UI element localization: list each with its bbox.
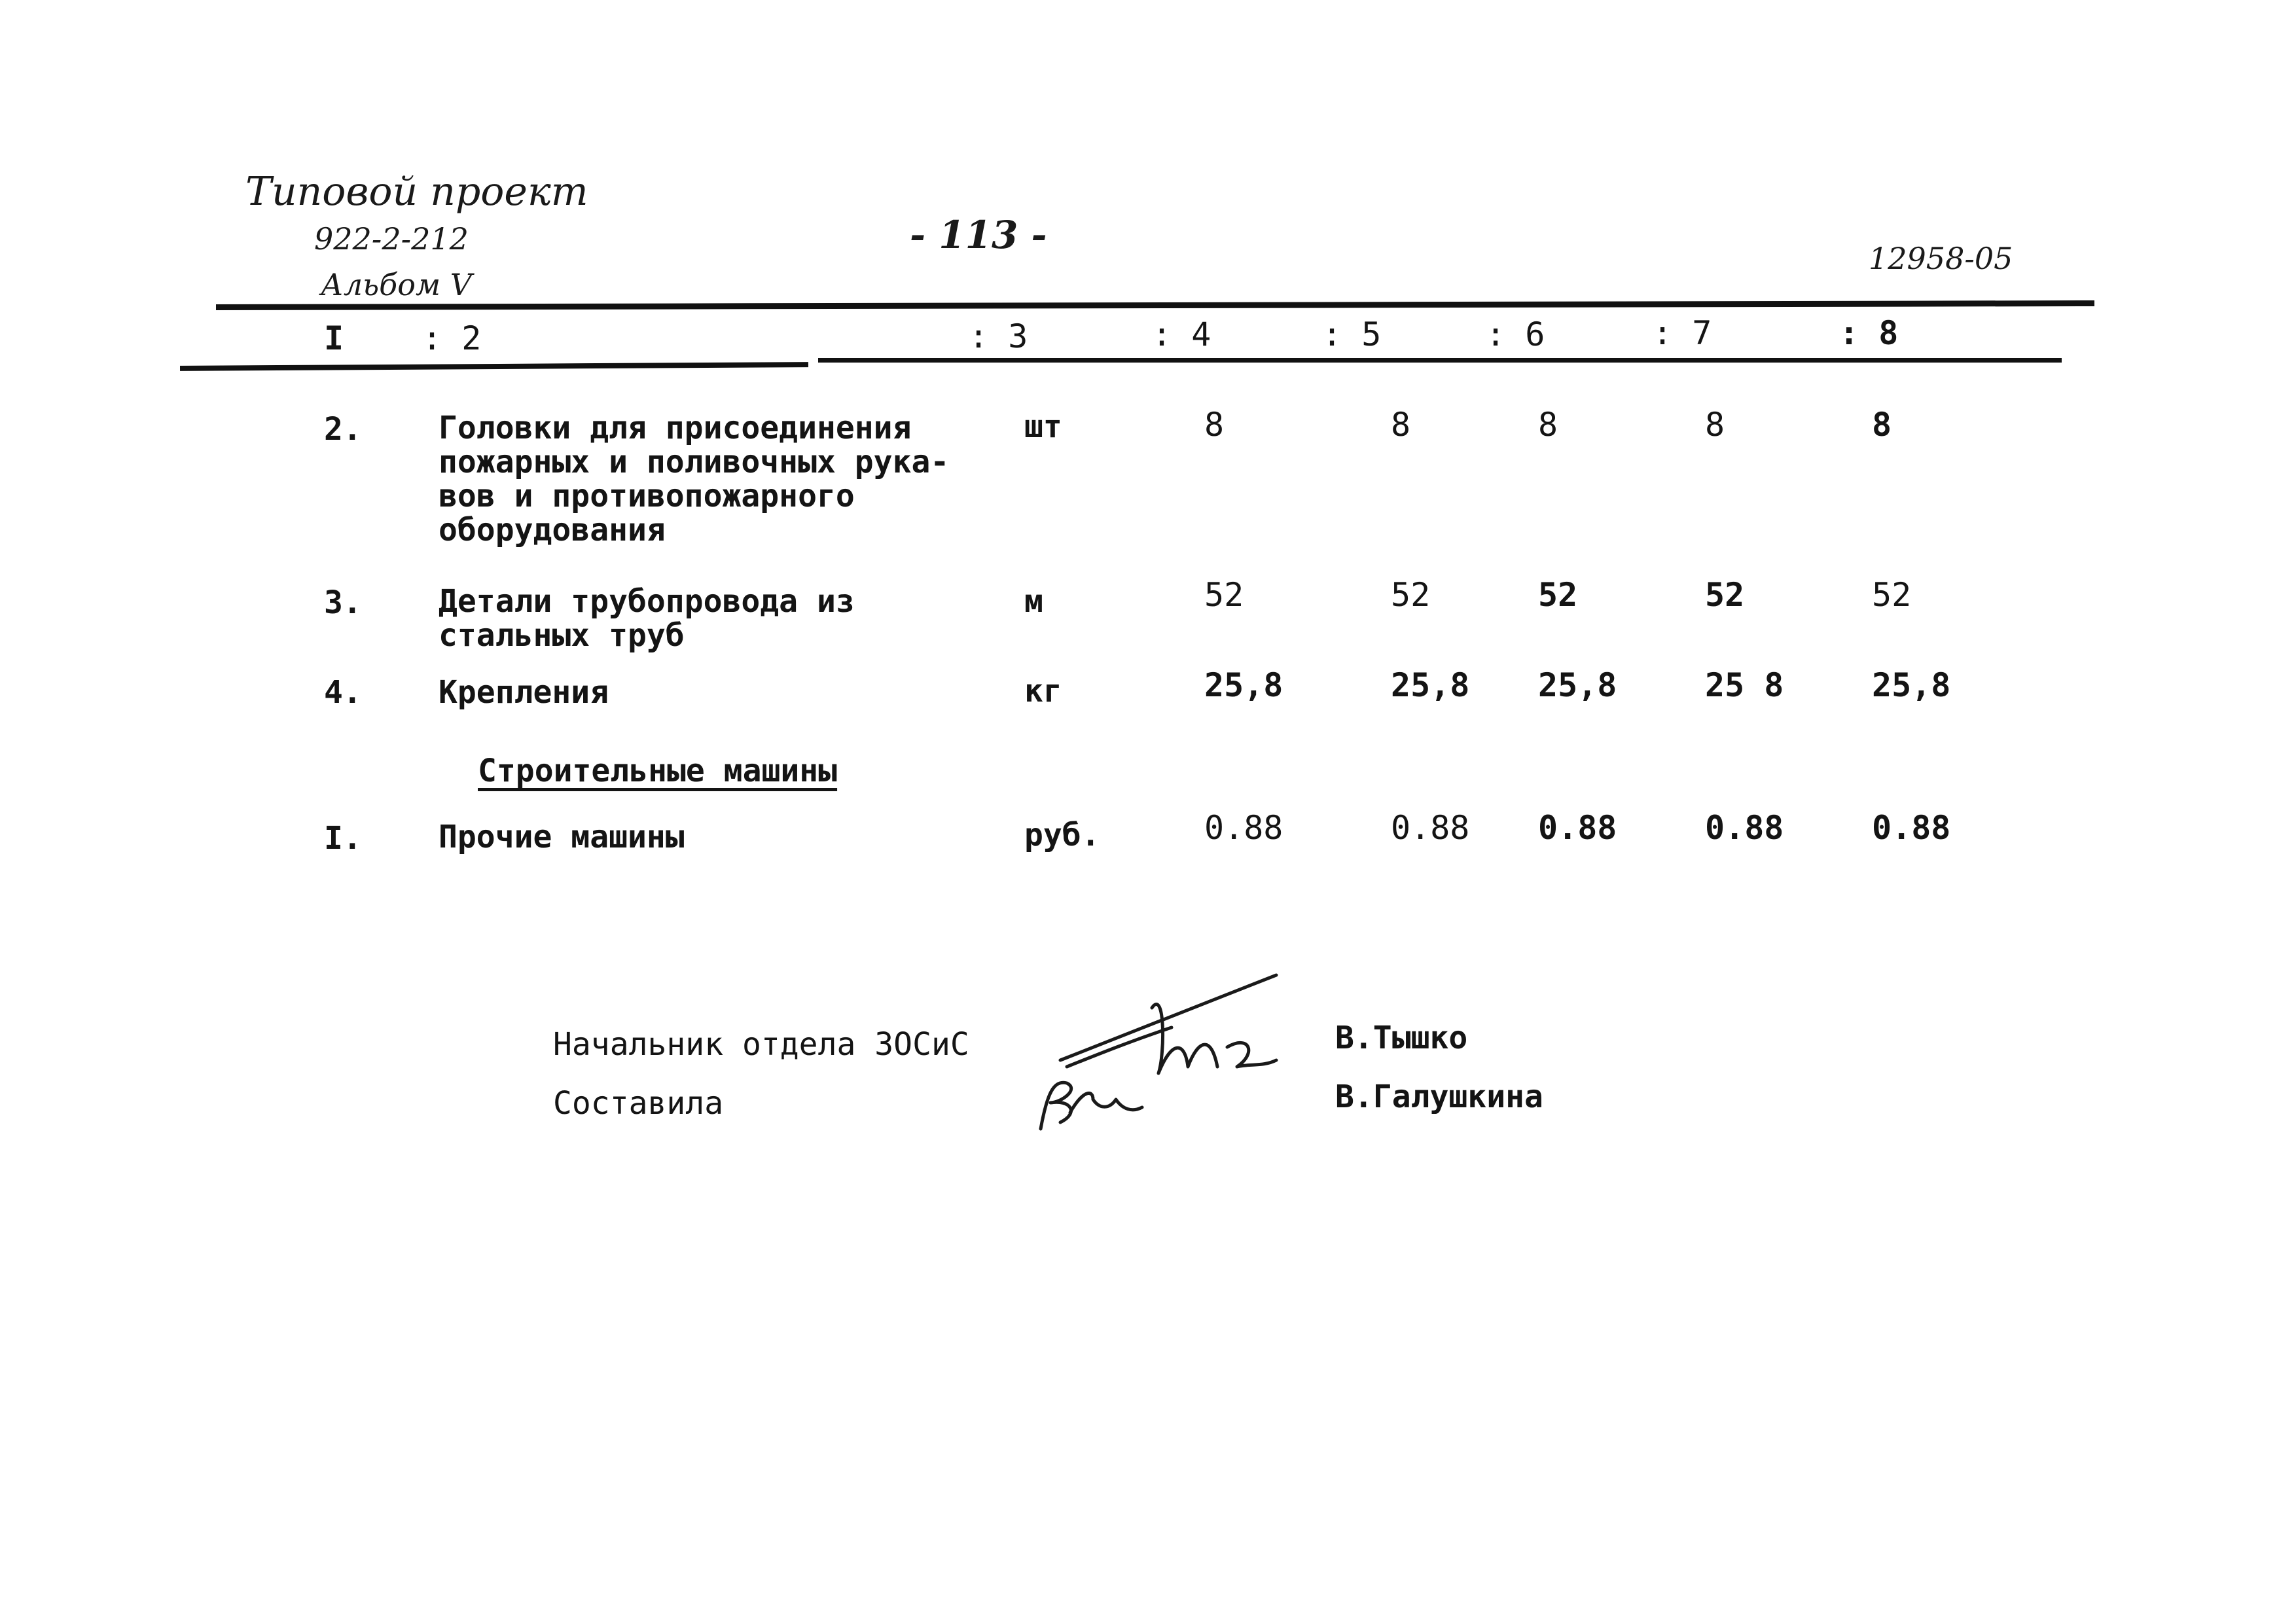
- row-description: Крепления: [439, 674, 609, 711]
- column-header-6: : 6: [1486, 315, 1545, 353]
- row-value-col5: 25,8: [1391, 666, 1470, 704]
- row-value-col7: 25 8: [1705, 666, 1784, 704]
- column-header-5: : 5: [1322, 315, 1382, 353]
- row-value-col8: 8: [1872, 406, 1892, 444]
- signature-name-compiler: В.Галушкина: [1335, 1079, 1543, 1115]
- handwritten-signature: [1001, 962, 1329, 1132]
- row-value-col4: 8: [1204, 406, 1225, 444]
- column-header-1: I: [324, 319, 344, 357]
- row-value-col5: 52: [1391, 576, 1431, 614]
- row-number: 3.: [324, 584, 362, 621]
- signature-role-compiler: Составила: [553, 1085, 724, 1122]
- row-value-col4: 25,8: [1204, 666, 1283, 704]
- row-value-col5: 8: [1391, 406, 1411, 444]
- signature-role-head: Начальник отдела ЗОСиС: [553, 1026, 969, 1063]
- row-number: I.: [324, 820, 362, 857]
- table-header-bottom-rule-right: [818, 358, 2062, 363]
- row-description: Головки для присоединения пожарных и поливочных рука- вов и противопожарного оборудования: [439, 410, 950, 548]
- column-header-2: : 2: [422, 319, 482, 357]
- table-top-rule: [216, 300, 2094, 310]
- project-number: 922-2-212: [314, 221, 469, 257]
- row-value-col7: 52: [1705, 576, 1745, 614]
- row-value-col8: 25,8: [1872, 666, 1951, 704]
- row-value-col4: 0.88: [1204, 809, 1283, 847]
- column-header-3: : 3: [969, 317, 1028, 355]
- row-value-col8: 52: [1872, 576, 1912, 614]
- row-value-col4: 52: [1204, 576, 1244, 614]
- row-unit: руб.: [1024, 817, 1100, 853]
- row-value-col6: 0.88: [1538, 809, 1617, 847]
- row-description: Прочие машины: [439, 819, 685, 855]
- row-value-col7: 8: [1705, 406, 1725, 444]
- row-value-col8: 0.88: [1872, 809, 1951, 847]
- row-value-col6: 52: [1538, 576, 1578, 614]
- row-value-col6: 25,8: [1538, 666, 1617, 704]
- section-title: Строительные машины: [478, 753, 838, 789]
- row-description: Детали трубопровода из стальных труб: [439, 583, 855, 654]
- column-header-7: : 7: [1653, 314, 1712, 352]
- signature-name-head: В.Тышко: [1335, 1020, 1468, 1056]
- row-number: 2.: [324, 411, 362, 448]
- project-title: Типовой проект: [245, 169, 588, 215]
- row-value-col5: 0.88: [1391, 809, 1470, 847]
- page-number: - 113 -: [910, 213, 1047, 257]
- row-value-col7: 0.88: [1705, 809, 1784, 847]
- row-unit: кг: [1024, 673, 1062, 709]
- document-code: 12958-05: [1869, 241, 2013, 276]
- column-header-4: : 4: [1152, 315, 1211, 353]
- row-value-col6: 8: [1538, 406, 1558, 444]
- column-header-8: : 8: [1839, 314, 1899, 352]
- album-label: Альбом V: [321, 267, 472, 302]
- table-header-bottom-rule-left: [180, 362, 808, 371]
- row-unit: шт: [1024, 408, 1062, 445]
- row-unit: м: [1024, 583, 1043, 620]
- row-number: 4.: [324, 674, 362, 711]
